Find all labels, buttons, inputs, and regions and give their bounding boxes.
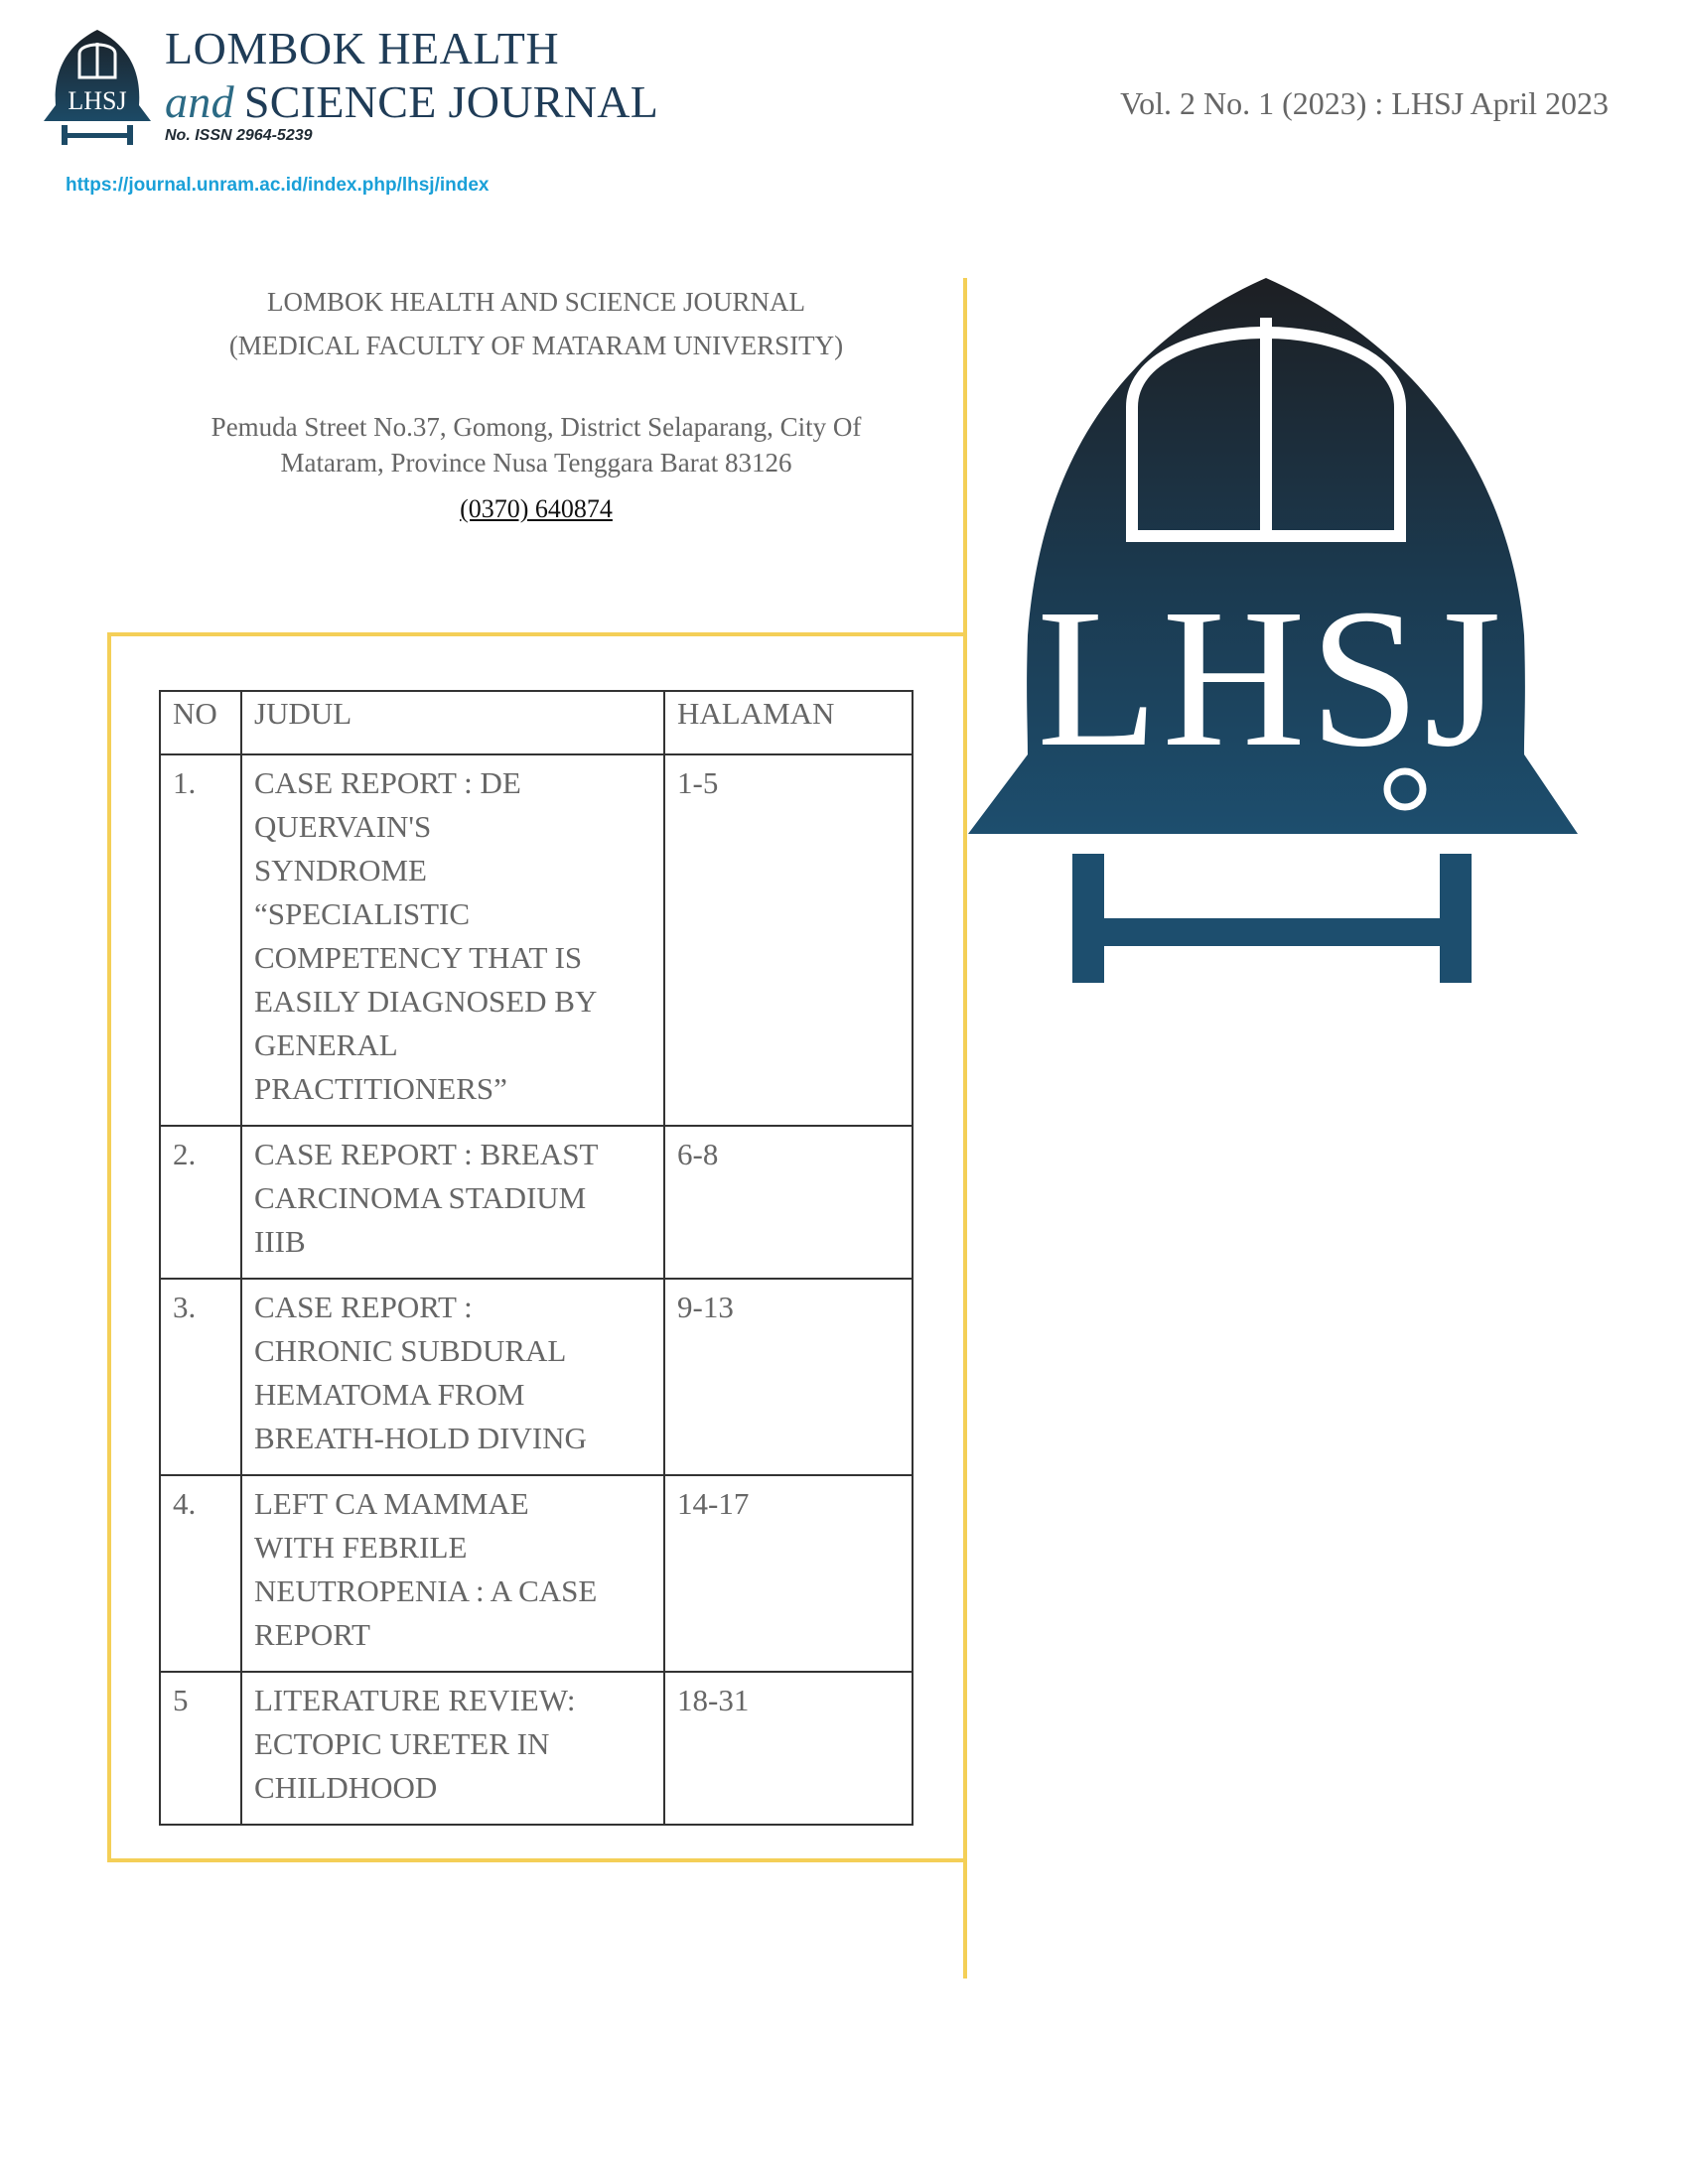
title-line: WITH FEBRILE	[254, 1530, 468, 1565]
svg-text:LHSJ: LHSJ	[68, 86, 127, 115]
title-line: CHILDHOOD	[254, 1770, 438, 1805]
frame-line-top	[107, 632, 967, 636]
header-judul: JUDUL	[241, 691, 664, 754]
title-line: SYNDROME	[254, 853, 427, 887]
journal-url-link[interactable]: https://journal.unram.ac.id/index.php/lhsj/index	[66, 175, 490, 196]
title-line: CASE REPORT :	[254, 1290, 473, 1324]
header-no: NO	[160, 691, 241, 754]
table-row	[160, 1672, 913, 1825]
row-title	[241, 1672, 664, 1825]
title-line: CASE REPORT : BREAST	[254, 1137, 599, 1171]
table-row	[160, 1475, 913, 1672]
table-row	[160, 754, 913, 1126]
publisher-name	[109, 280, 963, 367]
title-line: LEFT CA MAMMAE	[254, 1486, 529, 1521]
svg-text:LHSJ: LHSJ	[1037, 569, 1505, 788]
row-pages: 18-31	[664, 1672, 913, 1825]
title-line: LITERATURE REVIEW:	[254, 1683, 576, 1717]
title-line: NEUTROPENIA : A CASE	[254, 1573, 598, 1608]
title-line: COMPETENCY THAT IS	[254, 940, 583, 975]
row-title	[241, 1126, 664, 1279]
table-row	[160, 1126, 913, 1279]
title-line: GENERAL	[254, 1027, 398, 1062]
row-title	[241, 1279, 664, 1475]
table-header-row	[160, 691, 913, 754]
publisher-name-line2: (MEDICAL FACULTY OF MATARAM UNIVERSITY)	[228, 331, 844, 360]
publisher-address	[109, 409, 963, 480]
title-line: PRACTITIONERS”	[254, 1071, 507, 1106]
address-line2: Mataram, Province Nusa Tenggara Barat 83126	[280, 448, 792, 478]
row-pages: 6-8	[664, 1126, 913, 1279]
journal-logo-small	[42, 28, 153, 149]
frame-line-left	[107, 632, 111, 1862]
row-title	[241, 754, 664, 1126]
header-halaman: HALAMAN	[664, 691, 913, 754]
row-pages: 14-17	[664, 1475, 913, 1672]
title-line: REPORT	[254, 1617, 370, 1652]
journal-title-line1: LOMBOK HEALTH	[165, 23, 560, 73]
journal-title-rest: SCIENCE JOURNAL	[243, 76, 659, 127]
frame-line-bottom	[107, 1858, 967, 1862]
title-line: CASE REPORT : DE	[254, 765, 521, 800]
row-pages: 9-13	[664, 1279, 913, 1475]
table-row	[160, 1279, 913, 1475]
row-number: 2.	[160, 1126, 241, 1279]
address-line1: Pemuda Street No.37, Gomong, District Selaparang, City Of	[211, 412, 862, 442]
row-number: 3.	[160, 1279, 241, 1475]
title-line: “SPECIALISTIC	[254, 896, 470, 931]
title-line: IIIB	[254, 1224, 306, 1259]
journal-title-line2	[165, 75, 658, 128]
title-line: BREATH-HOLD DIVING	[254, 1421, 587, 1455]
title-line: QUERVAIN'S	[254, 809, 432, 844]
row-title	[241, 1475, 664, 1672]
publisher-name-line1: LOMBOK HEALTH AND SCIENCE JOURNAL	[266, 287, 806, 317]
title-line: CHRONIC SUBDURAL	[254, 1333, 567, 1368]
issn-number: No. ISSN 2964-5239	[165, 127, 313, 144]
title-line: ECTOPIC URETER IN	[254, 1726, 550, 1761]
frame-line-right	[963, 278, 967, 1979]
volume-info: Vol. 2 No. 1 (2023) : LHSJ April 2023	[1120, 85, 1609, 121]
table-of-contents	[159, 690, 914, 1826]
title-line: EASILY DIAGNOSED BY	[254, 984, 598, 1019]
row-number: 1.	[160, 754, 241, 1126]
row-number: 5	[160, 1672, 241, 1825]
journal-title-and: and	[165, 76, 234, 127]
title-line: CARCINOMA STADIUM	[254, 1180, 587, 1215]
title-line: HEMATOMA FROM	[254, 1377, 525, 1412]
row-pages: 1-5	[664, 754, 913, 1126]
journal-logo-large	[968, 278, 1584, 993]
row-number: 4.	[160, 1475, 241, 1672]
publisher-phone[interactable]: (0370) 640874	[460, 494, 613, 523]
